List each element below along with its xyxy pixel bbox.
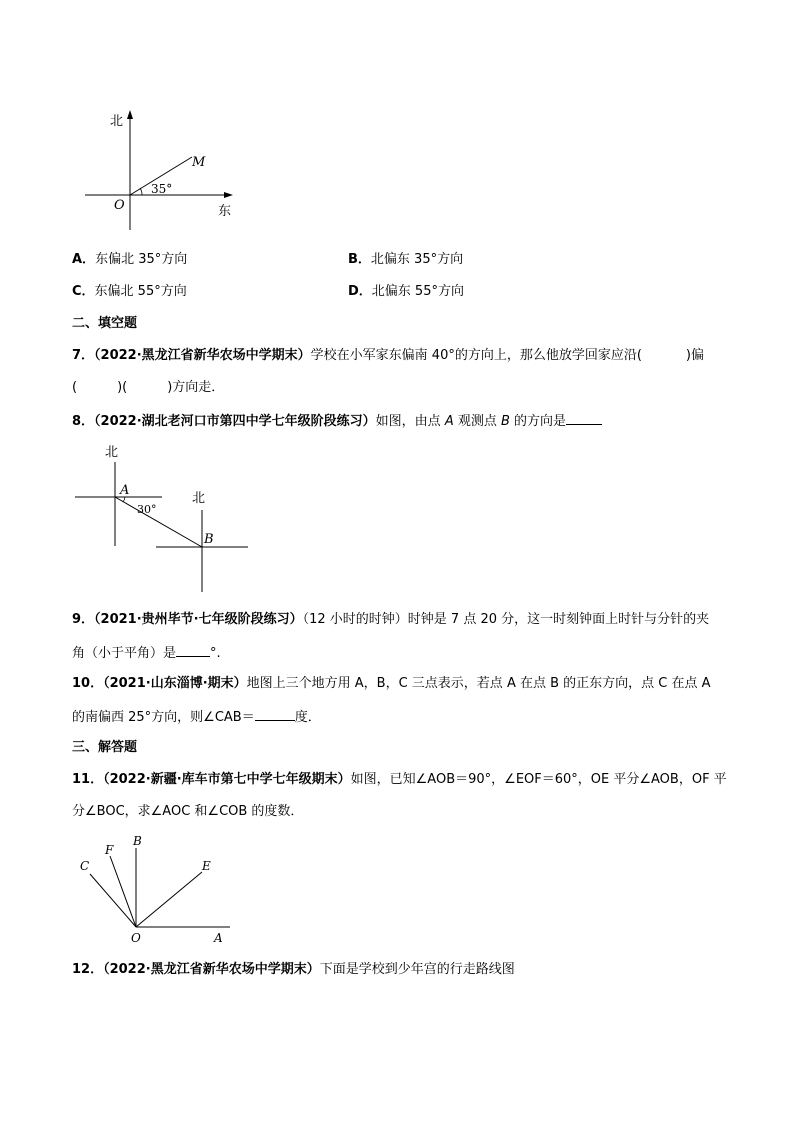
point-a-label: A	[120, 483, 130, 498]
north-label-b: 北	[192, 491, 206, 506]
question-10-line2: 的南偏西 25°方向，则∠CAB＝ 度．	[72, 706, 321, 728]
section-heading-solutions: 三、解答题	[72, 740, 138, 755]
point-o-label: O	[131, 931, 141, 945]
figure-angles-o	[70, 830, 240, 950]
east-label: 东	[218, 204, 232, 219]
figure-compass-om	[80, 105, 250, 235]
point-a-label: A	[214, 931, 223, 945]
question-9-line2: 角（小于平角）是 °.	[72, 642, 221, 664]
option-d: D．北偏东 55°方向	[348, 284, 464, 299]
option-c: C．东偏北 55°方向	[72, 284, 187, 299]
question-8: 8．（2022·湖北老河口市第四中学七年级阶段练习）如图，由点 A 观测点 B 的方向是	[72, 410, 602, 432]
question-9-line1: 9．（2021·贵州毕节·七年级阶段练习）（12 小时的时钟）时钟是 7 点 20 分，这一时刻钟面上时针与分针的夹	[72, 612, 710, 627]
origin-label: O	[114, 198, 125, 213]
question-10-line1: 10．（2021·山东淄博·期末）地图上三个地方用 A，B，C 三点表示，若点 A 在点 B 的正东方向，点 C 在点 A	[72, 676, 711, 691]
question-11-line1: 11．（2022·新疆·库车市第七中学七年级期末）如图，已知∠AOB＝90°，∠EOF＝60°，OE 平分∠AOB，OF 平	[72, 772, 727, 787]
angle-label: 30°	[137, 503, 157, 516]
point-b-label: B	[133, 834, 142, 848]
question-7-line2: ( )( )方向走．	[72, 380, 225, 395]
option-b: B．北偏东 35°方向	[348, 252, 464, 267]
question-12: 12．（2022·黑龙江省新华农场中学期末）下面是学校到少年宫的行走路线图	[72, 962, 515, 977]
north-label: 北	[110, 114, 124, 129]
section-heading-fill-in: 二、填空题	[72, 316, 138, 331]
north-label-a: 北	[105, 445, 119, 460]
answer-blank	[255, 706, 295, 721]
answer-blank	[176, 642, 210, 657]
answer-blank	[566, 410, 602, 425]
figure-a-to-b	[70, 440, 255, 595]
point-b-label: B	[204, 532, 214, 547]
point-e-label: E	[202, 859, 211, 873]
angle-label: 35°	[151, 182, 173, 196]
ray-label: M	[192, 155, 206, 170]
question-7-line1: 7．（2022·黑龙江省新华农场中学期末）学校在小军家东偏南 40°的方向上，那么他放学回家应沿( )偏	[72, 348, 704, 363]
point-c-label: C	[80, 859, 90, 873]
question-11-line2: 分∠BOC，求∠AOC 和∠COB 的度数．	[72, 804, 304, 819]
option-a: A．东偏北 35°方向	[72, 252, 188, 267]
point-f-label: F	[105, 843, 114, 857]
